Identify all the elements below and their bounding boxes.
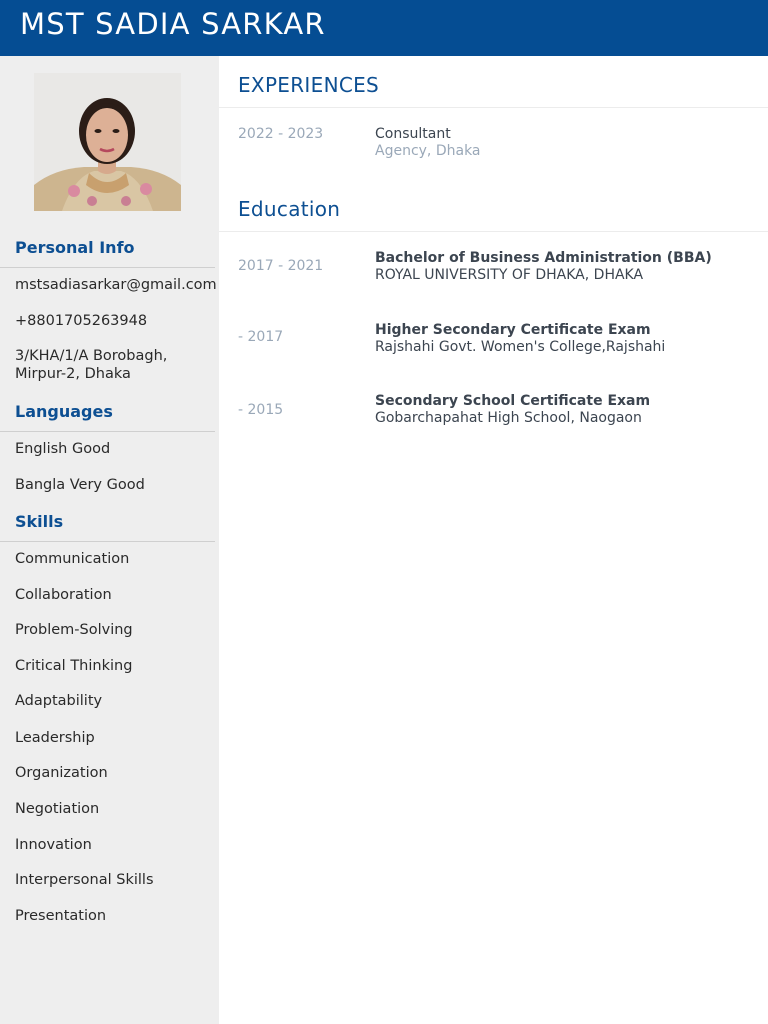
skill-item: Critical Thinking xyxy=(15,658,133,674)
education-heading: Education xyxy=(238,197,341,221)
skill-item: Negotiation xyxy=(15,801,100,817)
phone-text: +8801705263948 xyxy=(15,313,148,329)
education-degree: Higher Secondary Certificate Exam xyxy=(375,322,651,338)
experience-title: Consultant xyxy=(375,126,451,142)
education-institution: Gobarchapahat High School, Naogaon xyxy=(375,410,642,426)
education-date: - 2017 xyxy=(238,329,284,345)
language-item: Bangla Very Good xyxy=(15,477,145,493)
sidebar xyxy=(0,56,219,1024)
education-date: - 2015 xyxy=(238,402,284,418)
address-text: 3/KHA/1/A Borobagh, Mirpur-2, Dhaka xyxy=(15,348,168,382)
education-degree: Secondary School Certificate Exam xyxy=(375,393,651,409)
skill-item: Organization xyxy=(15,765,108,781)
header-bar xyxy=(0,0,768,56)
skill-item: Problem-Solving xyxy=(15,622,133,638)
experience-company: Agency, Dhaka xyxy=(375,143,481,159)
main-content xyxy=(219,56,768,1024)
skill-item: Collaboration xyxy=(15,587,112,603)
language-item: English Good xyxy=(15,441,111,457)
education-degree: Bachelor of Business Administration (BBA) xyxy=(375,250,712,266)
profile-photo xyxy=(34,73,181,211)
email-text: mstsadiasarkar@gmail.com xyxy=(15,277,217,293)
skills-heading: Skills xyxy=(15,512,64,531)
skill-item: Adaptability xyxy=(15,693,103,709)
languages-heading: Languages xyxy=(15,402,113,421)
experience-date: 2022 - 2023 xyxy=(238,126,324,142)
experiences-heading: EXPERIENCES xyxy=(238,73,380,97)
divider xyxy=(0,541,215,542)
skill-item: Communication xyxy=(15,551,130,567)
divider xyxy=(219,107,768,108)
candidate-name: MST SADIA SARKAR xyxy=(20,7,326,41)
education-date: 2017 - 2021 xyxy=(238,258,324,274)
skill-item: Leadership xyxy=(15,730,95,746)
education-institution: Rajshahi Govt. Women's College,Rajshahi xyxy=(375,339,666,355)
skill-item: Presentation xyxy=(15,908,107,924)
divider xyxy=(0,267,215,268)
divider xyxy=(0,431,215,432)
personal-info-heading: Personal Info xyxy=(15,238,135,257)
profile-photo-icon xyxy=(34,73,181,211)
divider xyxy=(219,231,768,232)
education-institution: ROYAL UNIVERSITY OF DHAKA, DHAKA xyxy=(375,267,644,283)
skill-item: Interpersonal Skills xyxy=(15,872,154,888)
skill-item: Innovation xyxy=(15,837,92,853)
